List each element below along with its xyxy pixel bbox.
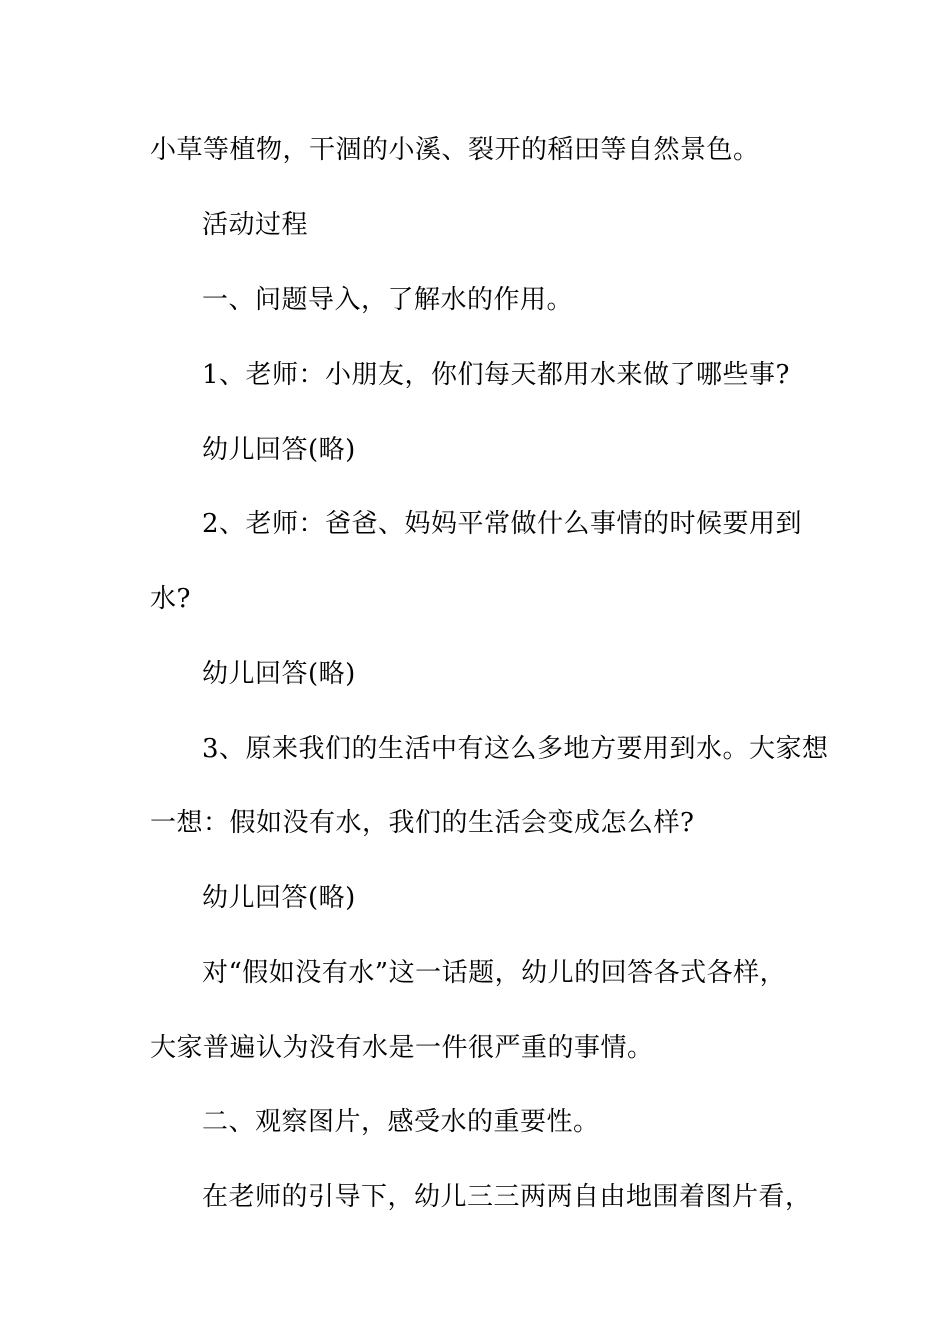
text-line: 对“假如没有水”这一话题，幼儿的回答各式各样， bbox=[202, 958, 787, 988]
text-line: 一想：假如没有水，我们的生活会变成怎么样? bbox=[150, 808, 695, 838]
text-line: 2、老师：爸爸、妈妈平常做什么事情的时候要用到 bbox=[202, 509, 803, 539]
text-line: 大家普遍认为没有水是一件很严重的事情。 bbox=[150, 1033, 654, 1063]
text-line: 在老师的引导下，幼儿三三两两自由地围着图片看， bbox=[202, 1182, 812, 1212]
text-line: 水? bbox=[150, 584, 191, 614]
text-line: 幼儿回答(略) bbox=[202, 659, 356, 689]
text-line: 幼儿回答(略) bbox=[202, 435, 356, 465]
section-heading: 活动过程 bbox=[202, 210, 309, 240]
text-line: 幼儿回答(略) bbox=[202, 883, 356, 913]
text-line: 3、原来我们的生活中有这么多地方要用到水。大家想 bbox=[202, 734, 829, 764]
section-heading: 二、观察图片，感受水的重要性。 bbox=[202, 1107, 600, 1137]
section-heading: 一、问题导入，了解水的作用。 bbox=[202, 285, 574, 315]
text-line: 小草等植物，干涸的小溪、裂开的稻田等自然景色。 bbox=[150, 135, 760, 165]
text-line: 1、老师：小朋友，你们每天都用水来做了哪些事? bbox=[202, 360, 790, 390]
